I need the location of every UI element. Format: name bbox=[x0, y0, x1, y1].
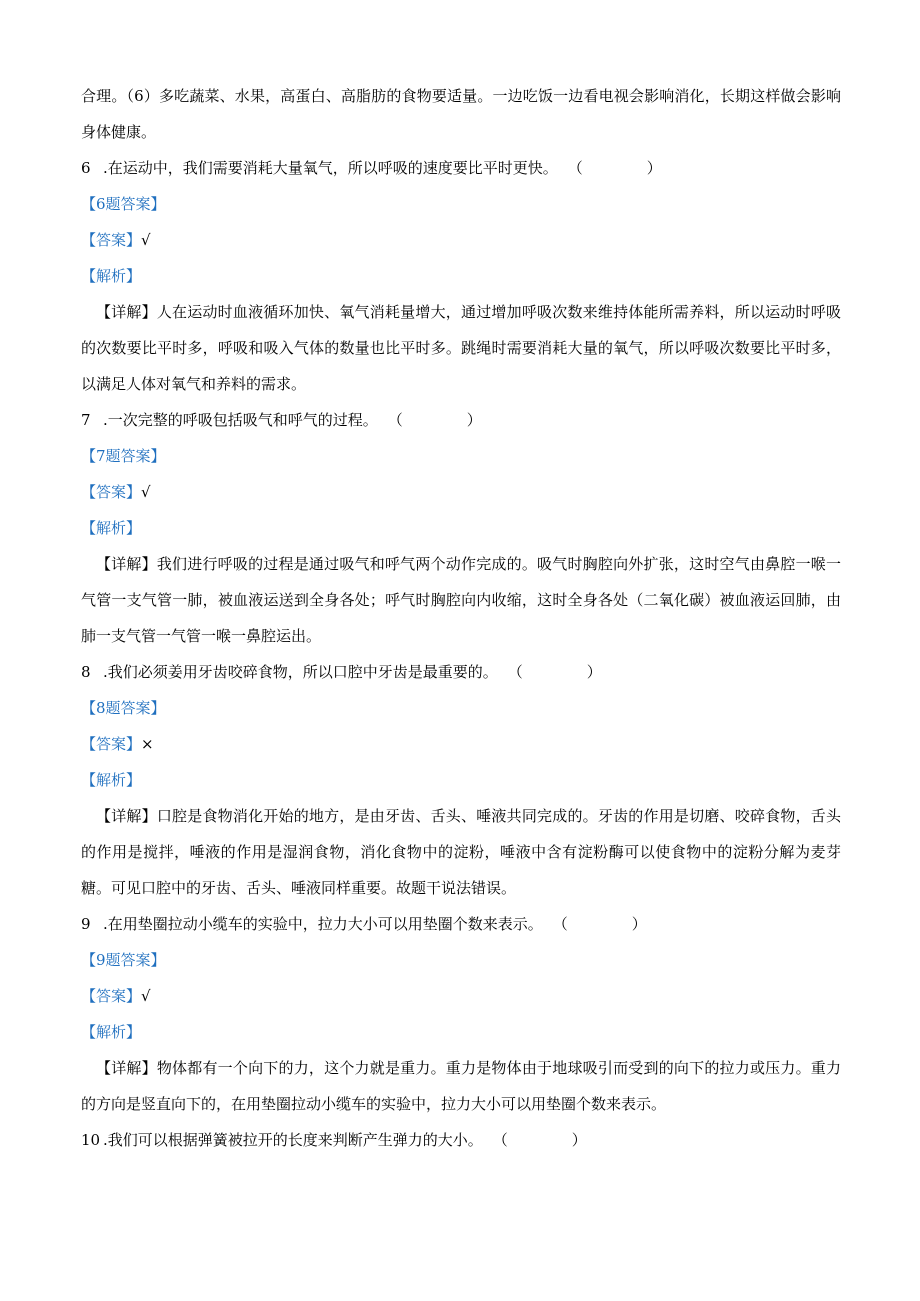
question-text: .我们必须姜用牙齿咬碎食物，所以口腔中牙齿是最重要的。 bbox=[103, 663, 498, 681]
question-number: 6 bbox=[81, 159, 91, 177]
intro-paragraph: 合理。（6）多吃蔬菜、水果，高蛋白、高脂肪的食物要适量。一边吃饭一边看电视会影响消化，长期这样做会影响身体健康。 bbox=[81, 87, 841, 141]
answer-value: √ bbox=[141, 483, 151, 501]
answer-6 bbox=[81, 222, 841, 258]
answer-value: √ bbox=[141, 987, 151, 1005]
answer-tag-7: 【7题答案】 bbox=[81, 447, 166, 465]
analysis-label-6: 【解析】 bbox=[81, 267, 142, 285]
question-text: .在用垫圈拉动小缆车的实验中，拉力大小可以用垫圈个数来表示。 bbox=[103, 915, 543, 933]
answer-blank: （ ） bbox=[552, 915, 647, 933]
question-6 bbox=[81, 150, 841, 186]
answer-value: × bbox=[141, 735, 154, 753]
answer-blank: （ ） bbox=[492, 1131, 587, 1149]
detail-6: 【详解】人在运动时血液循环加快、氧气消耗量增大，通过增加呼吸次数来维持体能所需养料，所以运动时呼吸的次数要比平时多，呼吸和吸入气体的数量也比平时多。跳绳时需要消耗大量的氧气，所以呼吸次数要比平时多，以满足人体对氧气和养料的需求。 bbox=[81, 303, 841, 393]
detail-8: 【详解】口腔是食物消化开始的地方，是由牙齿、舌头、唾液共同完成的。牙齿的作用是切磨、咬碎食物，舌头的作用是搅拌，唾液的作用是湿润食物，消化食物中的淀粉，唾液中含有淀粉酶可以使食物中的淀粉分解为麦芽糖。可见口腔中的牙齿、舌头、唾液同样重要。故题干说法错误。 bbox=[81, 807, 841, 897]
answer-tag-9: 【9题答案】 bbox=[81, 951, 166, 969]
answer-blank: （ ） bbox=[567, 159, 662, 177]
answer-label: 【答案】 bbox=[81, 231, 142, 249]
answer-label: 【答案】 bbox=[81, 735, 142, 753]
answer-blank: （ ） bbox=[507, 663, 602, 681]
question-text: .我们可以根据弹簧被拉开的长度来判断产生弹力的大小。 bbox=[103, 1131, 483, 1149]
answer-9 bbox=[81, 978, 841, 1014]
answer-tag-8: 【8题答案】 bbox=[81, 699, 166, 717]
answer-7 bbox=[81, 474, 841, 510]
detail-9: 【详解】物体都有一个向下的力，这个力就是重力。重力是物体由于地球吸引而受到的向下的拉力或压力。重力的方向是竖直向下的，在用垫圈拉动小缆车的实验中，拉力大小可以用垫圈个数来表示。 bbox=[81, 1059, 841, 1113]
question-text: .在运动中，我们需要消耗大量氧气，所以呼吸的速度要比平时更快。 bbox=[103, 159, 558, 177]
question-number: 7 bbox=[81, 411, 91, 429]
answer-8 bbox=[81, 726, 841, 762]
question-number: 8 bbox=[81, 663, 91, 681]
question-number: 10 bbox=[81, 1131, 101, 1149]
question-7 bbox=[81, 402, 841, 438]
question-9 bbox=[81, 906, 841, 942]
analysis-label-7: 【解析】 bbox=[81, 519, 142, 537]
document-page bbox=[81, 78, 841, 1158]
answer-blank: （ ） bbox=[387, 411, 482, 429]
answer-tag-6: 【6题答案】 bbox=[81, 195, 166, 213]
answer-label: 【答案】 bbox=[81, 987, 142, 1005]
question-8 bbox=[81, 654, 841, 690]
analysis-label-9: 【解析】 bbox=[81, 1023, 142, 1041]
analysis-label-8: 【解析】 bbox=[81, 771, 142, 789]
question-10 bbox=[81, 1122, 841, 1158]
question-number: 9 bbox=[81, 915, 91, 933]
answer-value: √ bbox=[141, 231, 151, 249]
question-text: .一次完整的呼吸包括吸气和呼气的过程。 bbox=[103, 411, 378, 429]
detail-7: 【详解】我们进行呼吸的过程是通过吸气和呼气两个动作完成的。吸气时胸腔向外扩张，这时空气由鼻腔一喉一气管一支气管一肺，被血液运送到全身各处；呼气时胸腔向内收缩，这时全身各处（二氧化碳）被血液运回肺，由肺一支气管一气管一喉一鼻腔运出。 bbox=[81, 555, 841, 645]
answer-label: 【答案】 bbox=[81, 483, 142, 501]
